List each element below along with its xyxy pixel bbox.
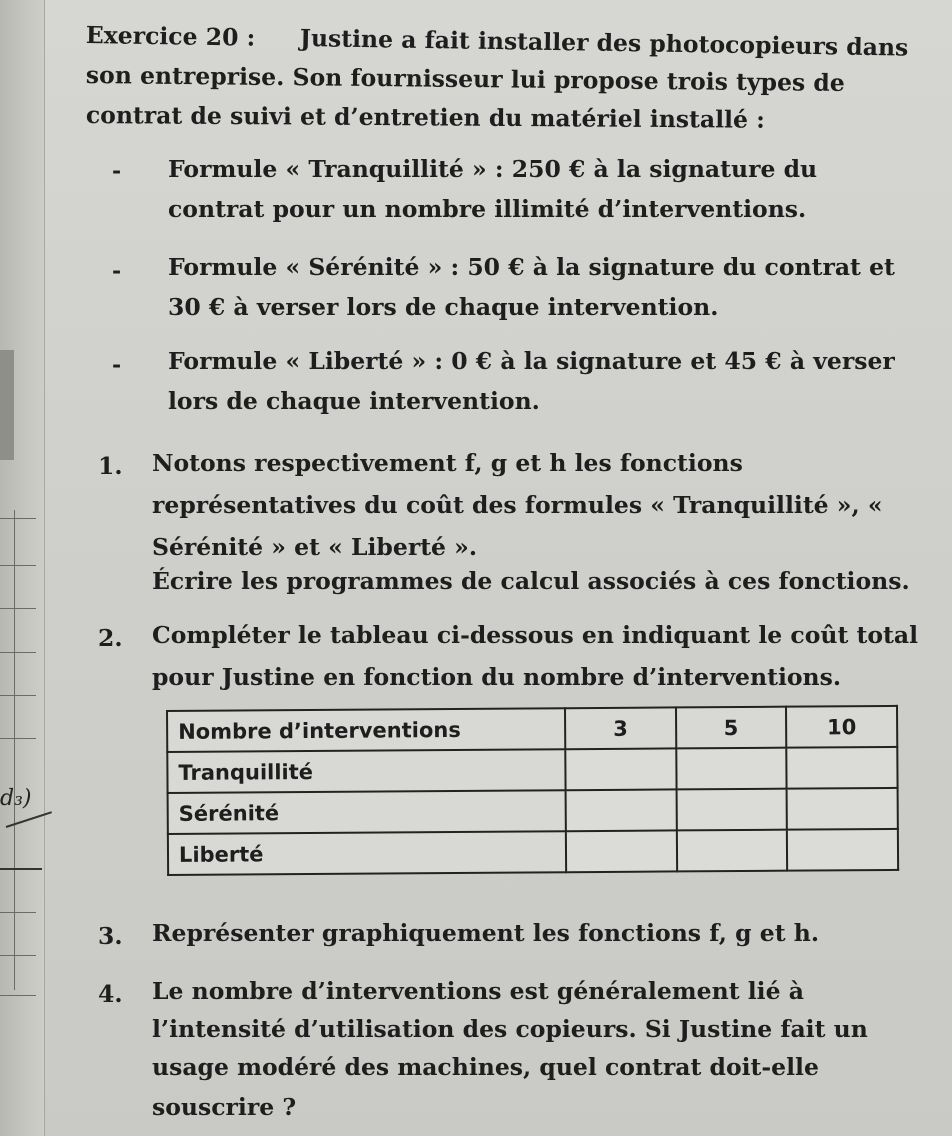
table-cell[interactable] (566, 830, 677, 872)
question-2-line-1: Compléter le tableau ci-dessous en indiquant le coût total (152, 621, 919, 649)
formula-tranquillite-line-1: Formule « Tranquillité » : 250 € à la signature du (168, 155, 818, 183)
exercise-title: Exercice 20 : (85, 21, 256, 52)
margin-tick (0, 608, 36, 609)
question-4-line-1: Le nombre d’interventions est généralement lié à (152, 977, 804, 1005)
question-1-number: 1. (98, 452, 123, 480)
formula-liberte-line-2: lors de chaque intervention. (168, 387, 540, 415)
table-cell[interactable] (676, 789, 787, 831)
question-1-line-3: Sérénité » et « Liberté ». (152, 533, 478, 561)
table-cell[interactable] (787, 829, 898, 871)
table-row-liberte (168, 829, 898, 875)
question-4-line-2: l’intensité d’utilisation des copieurs. Si Justine fait un (152, 1015, 868, 1043)
margin-tick (0, 955, 36, 956)
formula-tranquillite-line-2: contrat pour un nombre illimité d’interventions. (168, 195, 807, 223)
bullet-dash: - (112, 258, 122, 284)
intro-line-2: son entreprise. Son fournisseur lui propose trois types de (85, 61, 845, 97)
table-row-serenite (168, 788, 898, 834)
question-4-line-3: usage modéré des machines, quel contrat doit-elle (152, 1053, 819, 1081)
margin-arrow-line (0, 868, 42, 870)
question-4-line-4: souscrire ? (152, 1093, 297, 1121)
intro-line-3: contrat de suivi et d’entretien du matériel installé : (85, 101, 765, 134)
adjacent-page-margin (0, 0, 45, 1136)
table-header-row (167, 706, 897, 752)
question-2-line-2: pour Justine en fonction du nombre d’interventions. (152, 663, 842, 691)
formula-serenite-line-1: Formule « Sérénité » : 50 € à la signature du contrat et (168, 253, 895, 281)
question-1-line-2: représentatives du coût des formules « Tranquillité », « (152, 491, 883, 519)
table-cell[interactable] (786, 747, 897, 789)
margin-vertical-line (14, 510, 15, 990)
question-2-number: 2. (98, 624, 123, 652)
intro-line-1: Justine a fait installer des photocopieurs dans (299, 24, 909, 62)
table-cell[interactable] (676, 748, 787, 790)
margin-tick (0, 912, 36, 913)
bullet-dash: - (112, 352, 122, 378)
table-header-label: Nombre d’interventions (167, 708, 565, 752)
table-row-label: Liberté (168, 831, 566, 875)
table-cell[interactable] (787, 788, 898, 830)
bullet-dash: - (112, 158, 122, 184)
margin-tick (0, 695, 36, 696)
table-cell[interactable] (676, 830, 787, 872)
table-column-header: 10 (786, 706, 897, 748)
margin-tick (0, 565, 36, 566)
formula-liberte-line-1: Formule « Liberté » : 0 € à la signature et 45 € à verser (168, 347, 895, 375)
table-row-tranquillite (167, 747, 897, 793)
table-cell[interactable] (565, 748, 676, 790)
table-row-label: Tranquillité (167, 749, 565, 793)
margin-tick (0, 995, 36, 996)
table-column-header: 3 (565, 707, 676, 749)
question-1-line-1: Notons respectivement f, g et h les fonctions (152, 449, 743, 477)
table-cell[interactable] (566, 789, 677, 831)
question-3-number: 3. (98, 922, 123, 950)
margin-label: d₃) (0, 786, 32, 811)
margin-tick (0, 738, 36, 739)
table-row-label: Sérénité (168, 790, 566, 834)
page-edge-shadow (0, 350, 14, 460)
cost-table (166, 705, 899, 876)
margin-tick (0, 518, 36, 519)
margin-tick (0, 652, 36, 653)
question-4-number: 4. (98, 980, 123, 1008)
table-column-header: 5 (676, 707, 787, 749)
formula-serenite-line-2: 30 € à verser lors de chaque intervention. (168, 293, 719, 321)
question-3-line-1: Représenter graphiquement les fonctions f, g et h. (152, 919, 820, 947)
question-1-line-4: Écrire les programmes de calcul associés à ces fonctions. (152, 567, 910, 595)
